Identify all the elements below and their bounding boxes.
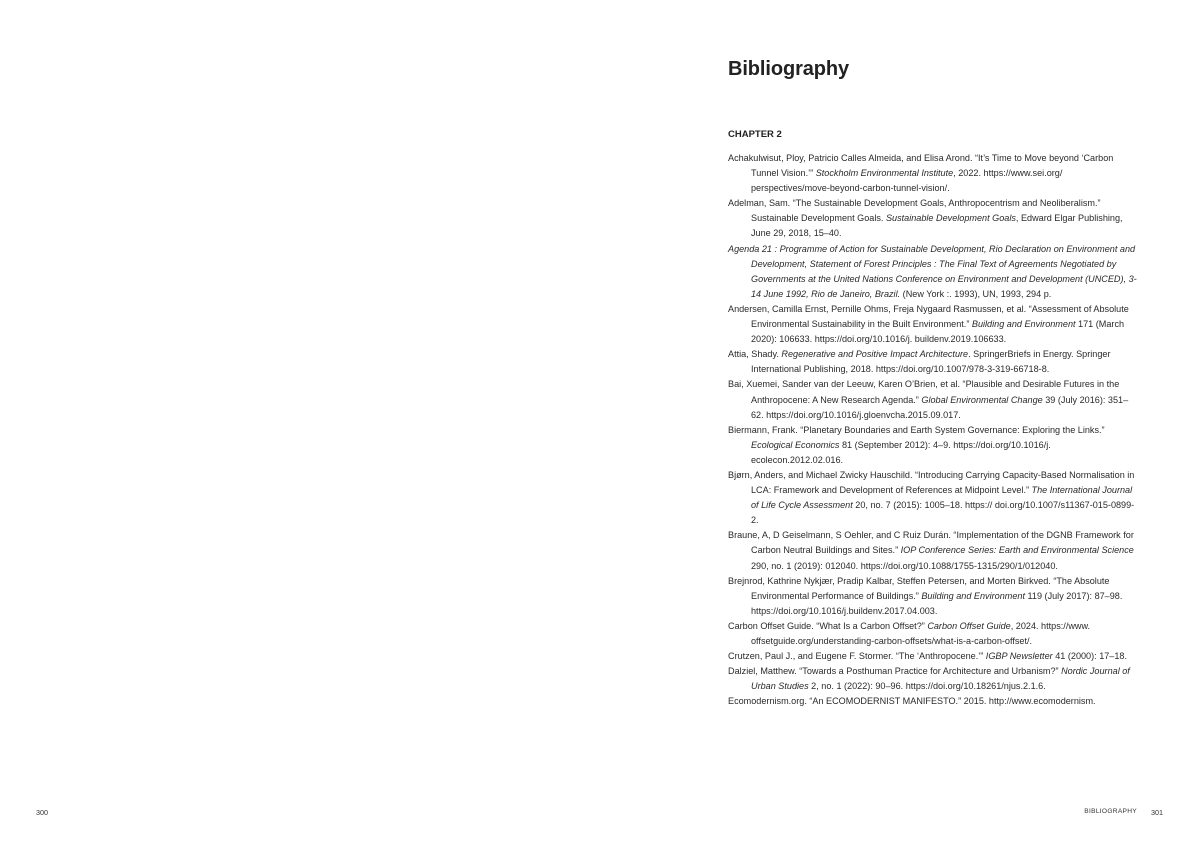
- bibliography-entry: [728, 468, 1140, 528]
- entry-italic-text: Stockholm Environmental Institute: [815, 168, 954, 179]
- entry-italic-text: Building and Environment: [921, 590, 1025, 601]
- entry-text: , Edward Elgar Publishing, June 29, 2018, 15–40.: [751, 213, 1123, 239]
- bibliography-entry: [728, 649, 1140, 664]
- entry-italic-text: Building and Environment: [971, 319, 1076, 330]
- bibliography-entry: [728, 619, 1140, 649]
- entry-italic-text: Global Environmental Change: [921, 394, 1043, 405]
- entry-italic-text: Sustainable Development Goals: [885, 213, 1016, 224]
- entry-text: Bjørn, Anders, and Michael Zwicky Hauschild. “Introducing Carrying Capacity-Based Normalisation in LCA: Framework and Development of References at Midpoint Level.”: [728, 469, 1135, 496]
- entry-text: Brejnrod, Kathrine Nykjær, Pradip Kalbar, Steffen Petersen, and Morten Birkved. “The Absolute Environmental Performance of Buildings.”: [728, 575, 1110, 601]
- bibliography-entry: [728, 377, 1140, 422]
- bibliography-entry: [728, 423, 1140, 468]
- bibliography-entry: [728, 528, 1140, 573]
- entry-italic-text: Regenerative and Positive Impact Architecture: [781, 349, 969, 360]
- entry-text: 81 (September 2012): 4–9. https://doi.org/10.1016/j. ecolecon.2012.02.016.: [751, 439, 1051, 465]
- entry-text: (New York :. 1993), UN, 1993, 294 p.: [900, 288, 1052, 299]
- entry-italic-text: Nordic Journal of Urban Studies: [751, 666, 1130, 692]
- entry-text: 41 (2000): 17–18.: [1052, 651, 1128, 662]
- bibliography-entry: [728, 151, 1140, 196]
- entry-text: Adelman, Sam. “The Sustainable Development Goals, Anthropocentrism and Neoliberalism.” Sustainable Development Goals.: [728, 198, 1101, 224]
- section-heading: CHAPTER 2: [728, 129, 782, 140]
- bibliography-entry: [728, 694, 1140, 709]
- entry-text: Braune, A, D Geiselmann, S Oehler, and C Ruiz Durán. “Implementation of the DGNB Framework for Carbon Neutral Buildings and Sites.”: [728, 530, 1134, 556]
- entry-text: Ecomodernism.org. “An ECOMODERNIST MANIFESTO.” 2015. http://www.ecomodernism.: [728, 696, 1096, 707]
- entry-text: 119 (July 2017): 87–98. https://doi.org/10.1016/j.buildenv.2017.04.003.: [751, 590, 1123, 616]
- entry-text: 2, no. 1 (2022): 90–96. https://doi.org/10.18261/njus.2.1.6.: [808, 681, 1046, 692]
- entry-text: Attia, Shady.: [728, 349, 782, 360]
- entry-text: 290, no. 1 (2019): 012040. https://doi.org/10.1088/1755-1315/290/1/012040.: [751, 560, 1058, 571]
- entry-text: , 2022. https://www.sei.org/ perspectives/move-beyond-carbon-tunnel-vision/.: [751, 168, 1063, 194]
- entry-text: Biermann, Frank. “Planetary Boundaries and Earth System Governance: Exploring the Links.”: [728, 424, 1105, 435]
- page-number-left: 300: [36, 808, 48, 817]
- entry-text: Bai, Xuemei, Sander van der Leeuw, Karen O’Brien, et al. “Plausible and Desirable Futures in the Anthropocene: A New Research Agenda.”: [728, 379, 1120, 405]
- entry-text: 20, no. 7 (2015): 1005–18. https:// doi.org/10.1007/s11367-015-0899-2.: [751, 500, 1135, 526]
- bibliography-entry: [728, 574, 1140, 619]
- bibliography-entry: [728, 196, 1140, 241]
- entry-text: Andersen, Camilla Ernst, Pernille Ohms, Freja Nygaard Rasmussen, et al. “Assessment of Absolute Environmental Sustainability in the Built Environment.”: [728, 303, 1129, 330]
- page-number-right: 301: [1151, 808, 1163, 817]
- bibliography-entry: [728, 242, 1140, 302]
- entry-text: Achakulwisut, Ploy, Patricio Calles Almeida, and Elisa Arond. “It’s Time to Move beyond ‘Carbon Tunnel Vision.’”: [728, 153, 1114, 179]
- right-page: [600, 0, 1200, 849]
- entry-italic-text: Ecological Economics: [751, 439, 840, 450]
- entry-text: 39 (July 2016): 351–62. https://doi.org/10.1016/j.gloenvcha.2015.09.017.: [751, 394, 1129, 420]
- running-head: BIBLIOGRAPHY: [1084, 808, 1137, 815]
- bibliography-entry: [728, 302, 1140, 347]
- entry-text: Crutzen, Paul J., and Eugene F. Stormer. “The ‘Anthropocene.’”: [728, 651, 986, 662]
- bibliography-entry: [728, 664, 1140, 694]
- entry-italic-text: IGBP Newsletter: [985, 651, 1053, 662]
- bibliography-list: [728, 151, 1140, 709]
- entry-text: Carbon Offset Guide. “What Is a Carbon Offset?”: [728, 620, 928, 631]
- entry-italic-text: Carbon Offset Guide: [927, 620, 1011, 631]
- entry-text: . SpringerBriefs in Energy. Springer International Publishing, 2018. https://doi.org/10.1007/978-3-319-66718-8.: [751, 349, 1111, 375]
- bibliography-entry: [728, 347, 1140, 377]
- entry-text: Dalziel, Matthew. “Towards a Posthuman Practice for Architecture and Urbanism?”: [728, 666, 1062, 677]
- page-title: Bibliography: [728, 58, 850, 80]
- entry-italic-text: Agenda 21 : Programme of Action for Sustainable Development, Rio Declaration on Environment and Development, Statement of Forest Principles : The Final Text of Agreements Negotiated by Governments at the United Nations Conference on Environment and Development (UNCED), 3-14 June 1992, Rio de Janeiro, Brazil.: [728, 243, 1137, 299]
- entry-italic-text: IOP Conference Series: Earth and Environmental Science: [900, 545, 1134, 556]
- entry-text: 171 (March 2020): 106633. https://doi.org/10.1016/j. buildenv.2019.106633.: [751, 319, 1125, 345]
- entry-text: , 2024. https://www. offsetguide.org/understanding-carbon-offsets/what-is-a-carbon-offset/.: [751, 620, 1091, 646]
- entry-italic-text: The International Journal of Life Cycle Assessment: [751, 485, 1133, 511]
